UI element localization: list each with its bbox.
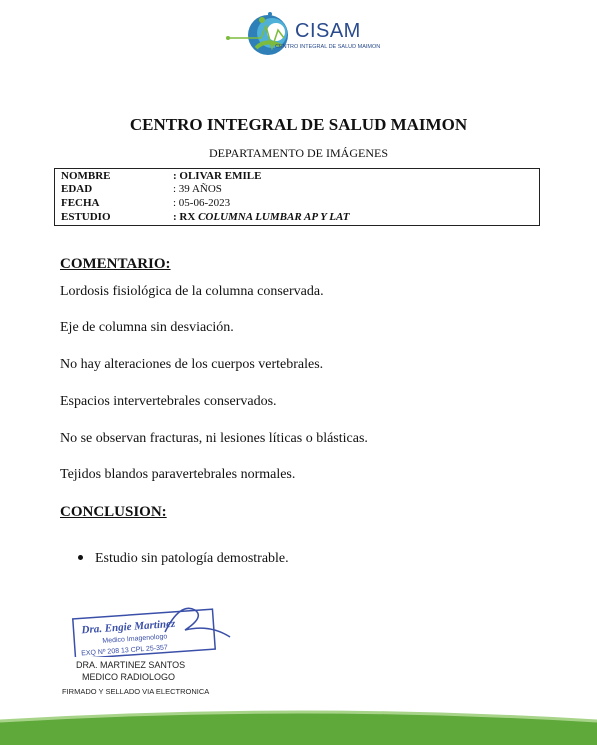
comentario-heading: COMENTARIO: [60, 256, 171, 272]
comment-line: Espacios intervertebrales conservados. [60, 394, 277, 409]
patient-value: : OLIVAR EMILE [173, 170, 262, 182]
patient-value [173, 211, 349, 224]
comment-line: Eje de columna sin desviación. [60, 320, 234, 335]
stamp-role: Medico Imagenologo [102, 633, 168, 645]
comment-line: No hay alteraciones de los cuerpos vertebrales. [60, 357, 324, 372]
comment-line: Tejidos blandos paravertebrales normales. [60, 467, 296, 482]
logo-subtitle: CENTRO INTEGRAL DE SALUD MAIMON [275, 44, 381, 50]
doctor-role: MEDICO RADIOLOGO [82, 672, 176, 682]
patient-label: EDAD [61, 183, 93, 195]
study-name: COLUMNA LUMBAR AP Y LAT [198, 211, 350, 223]
comment-line: No se observan fracturas, ni lesiones líticas o blásticas. [60, 431, 368, 446]
stamp-name: Dra. Engie Martinez [81, 617, 176, 637]
signature-note: FIRMADO Y SELLADO VIA ELECTRONICA [62, 687, 210, 696]
logo-name: CISAM [295, 20, 361, 42]
patient-info-box [54, 168, 540, 226]
patient-label: NOMBRE [61, 170, 111, 182]
stamp-exq: EXQ Nº 208 13 CPL 25-357 [80, 644, 169, 657]
patient-label: ESTUDIO [61, 211, 111, 223]
conclusion-item [78, 551, 289, 567]
department-subtitle: DEPARTAMENTO DE IMÁGENES [209, 146, 388, 160]
comment-line: Lordosis fisiológica de la columna conservada. [60, 284, 324, 299]
study-prefix: : RX [173, 211, 199, 223]
conclusion-heading: CONCLUSION: [60, 504, 167, 520]
footer-wave [0, 707, 597, 745]
signature-stamp [70, 602, 235, 657]
patient-value: : 05-06-2023 [173, 197, 231, 209]
patient-label: FECHA [61, 197, 100, 209]
patient-value: : 39 AÑOS [173, 183, 222, 195]
doctor-name: DRA. MARTINEZ SANTOS [76, 660, 186, 670]
bullet-icon [78, 555, 83, 560]
document-title: CENTRO INTEGRAL DE SALUD MAIMON [129, 115, 468, 134]
conclusion-text: Estudio sin patología demostrable. [95, 551, 289, 566]
